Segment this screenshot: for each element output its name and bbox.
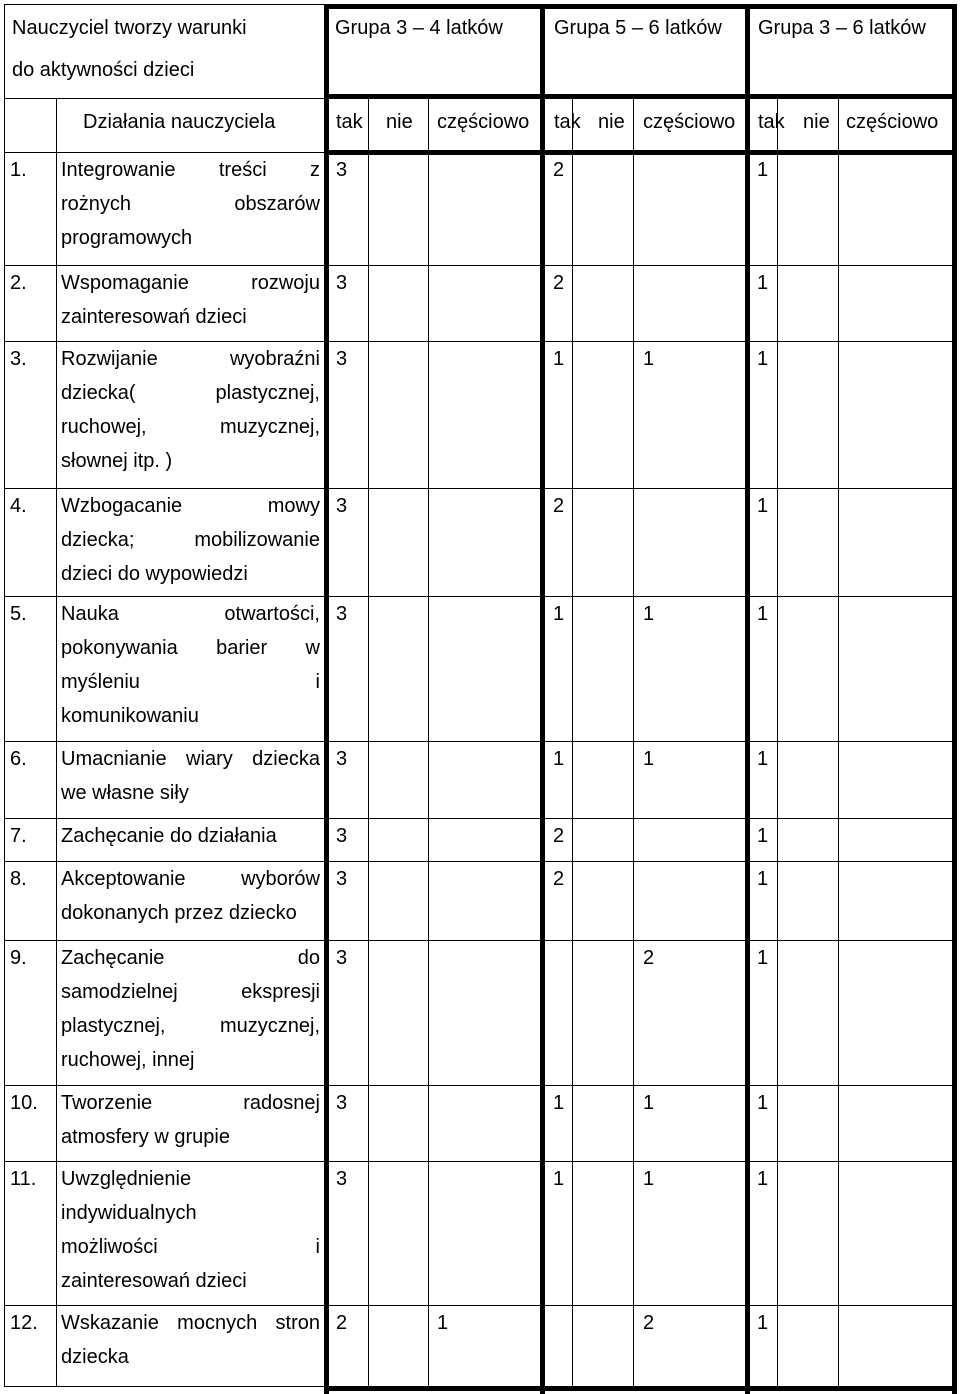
row-action-text: we własne siły (61, 782, 189, 804)
row-action-text: Rozwijanie wyobraźni (61, 348, 320, 370)
row-action-text: dziecka (61, 1346, 129, 1368)
value-cell: 3 (336, 495, 348, 517)
row-action-text: Integrowanie treści z (61, 159, 320, 181)
row-action-text: atmosfery w grupie (61, 1126, 230, 1148)
row-action-text: dziecka; mobilizowanie (61, 529, 320, 551)
value-cell: 1 (757, 1092, 769, 1114)
answer-label: tak (554, 111, 581, 133)
row-action-text: Tworzenie radosnej (61, 1092, 320, 1114)
answer-label: częściowo (643, 111, 736, 133)
value-cell: 2 (553, 272, 565, 294)
row-action-text: dokonanych przez dziecko (61, 902, 297, 924)
row-rule (4, 488, 957, 489)
actions-heading: Działania nauczyciela (83, 111, 276, 133)
row-rule (4, 861, 957, 862)
row-action-text: ruchowej, muzycznej, (61, 416, 320, 438)
header-title: Nauczyciel tworzy warunki (12, 17, 247, 39)
answer-label: nie (803, 111, 830, 133)
value-cell: 1 (643, 348, 655, 370)
row-action-text: pokonywania barier w (61, 637, 320, 659)
answer-label: nie (386, 111, 413, 133)
row-number: 9. (10, 947, 27, 969)
row-action-text: Umacnianie wiary dziecka (61, 748, 320, 770)
answer-label: tak (758, 111, 785, 133)
row-action-text: indywidualnych (61, 1202, 197, 1224)
row-number: 6. (10, 748, 27, 770)
value-cell: 1 (757, 947, 769, 969)
row-rule (4, 1085, 957, 1086)
row-action-text: komunikowaniu (61, 705, 199, 727)
value-cell: 3 (336, 868, 348, 890)
column-rule (777, 98, 778, 1386)
row-action-text: dziecka( plastycznej, (61, 382, 320, 404)
subheader-rule (4, 152, 957, 153)
group-heading: Grupa 3 – 6 latków (758, 17, 926, 39)
row-number: 12. (10, 1312, 38, 1334)
row-rule (4, 265, 957, 266)
value-cell: 1 (553, 1092, 565, 1114)
value-cell: 1 (757, 272, 769, 294)
number-column-rule (56, 98, 57, 1386)
value-cell: 3 (336, 159, 348, 181)
row-action-text: Wskazanie mocnych stron (61, 1312, 320, 1334)
value-cell: 1 (757, 348, 769, 370)
row-action-text: słownej itp. ) (61, 450, 173, 472)
row-number: 5. (10, 603, 27, 625)
value-cell: 1 (643, 603, 655, 625)
row-rule (4, 1161, 957, 1162)
group-top-thick (324, 4, 957, 9)
row-rule (4, 818, 957, 819)
value-cell: 2 (553, 868, 565, 890)
value-cell: 3 (336, 825, 348, 847)
row-rule (4, 741, 957, 742)
value-cell: 1 (757, 748, 769, 770)
row-number: 1. (10, 159, 27, 181)
group-border-thick (745, 4, 750, 1394)
value-cell: 1 (553, 603, 565, 625)
row-action-text: dzieci do wypowiedzi (61, 563, 248, 585)
row-number: 7. (10, 825, 27, 847)
value-cell: 3 (336, 947, 348, 969)
value-cell: 1 (757, 1312, 769, 1334)
answer-label: częściowo (437, 111, 530, 133)
group-bottom-thick (324, 1386, 957, 1391)
value-cell: 2 (553, 159, 565, 181)
column-rule (428, 98, 429, 1386)
value-cell: 3 (336, 272, 348, 294)
row-action-text: zainteresowań dzieci (61, 306, 247, 328)
row-action-text: Uwzględnienie (61, 1168, 192, 1190)
value-cell: 3 (336, 748, 348, 770)
row-action-text: samodzielnej ekspresji (61, 981, 320, 1003)
row-action-text: myśleniu i (61, 671, 320, 693)
table-left-border (4, 4, 5, 1387)
row-action-text: Wzbogacanie mowy (61, 495, 320, 517)
value-cell: 1 (757, 603, 769, 625)
value-cell: 2 (553, 495, 565, 517)
row-action-text: możliwości i (61, 1236, 320, 1258)
row-number: 11. (10, 1168, 37, 1190)
value-cell: 1 (757, 825, 769, 847)
value-cell: 3 (336, 1168, 348, 1190)
value-cell: 1 (757, 159, 769, 181)
row-action-text: plastycznej, muzycznej, (61, 1015, 320, 1037)
row-number: 2. (10, 272, 27, 294)
header-rule (4, 98, 957, 99)
value-cell: 1 (757, 495, 769, 517)
row-rule (4, 940, 957, 941)
answer-label: nie (598, 111, 625, 133)
value-cell: 1 (757, 1168, 769, 1190)
row-action-text: Akceptowanie wyborów (61, 868, 320, 890)
row-action-text: programowych (61, 227, 193, 249)
row-rule (4, 341, 957, 342)
value-cell: 3 (336, 603, 348, 625)
value-cell: 2 (643, 1312, 655, 1334)
value-cell: 1 (643, 748, 655, 770)
column-rule (633, 98, 634, 1386)
row-action-text: Zachęcanie do (61, 947, 320, 969)
value-cell: 1 (553, 1168, 565, 1190)
value-cell: 2 (553, 825, 565, 847)
group-border-thick (540, 4, 545, 1394)
value-cell: 1 (643, 1092, 655, 1114)
header-title: do aktywności dzieci (12, 59, 195, 81)
row-number: 4. (10, 495, 27, 517)
row-action-text: ruchowej, innej (61, 1049, 195, 1071)
value-cell: 3 (336, 1092, 348, 1114)
row-rule (4, 596, 957, 597)
value-cell: 1 (437, 1312, 449, 1334)
value-cell: 2 (336, 1312, 348, 1334)
value-cell: 1 (757, 868, 769, 890)
answer-label: częściowo (846, 111, 939, 133)
column-rule (838, 98, 839, 1386)
column-rule (572, 98, 573, 1386)
row-action-text: zainteresowań dzieci (61, 1270, 247, 1292)
value-cell: 2 (643, 947, 655, 969)
answer-label: tak (336, 111, 363, 133)
row-number: 8. (10, 868, 27, 890)
row-number: 10. (10, 1092, 38, 1114)
value-cell: 1 (553, 348, 565, 370)
group-heading: Grupa 5 – 6 latków (554, 17, 722, 39)
group-border-thick (952, 4, 957, 1394)
value-cell: 3 (336, 348, 348, 370)
value-cell: 1 (553, 748, 565, 770)
row-action-text: Wspomaganie rozwoju (61, 272, 320, 294)
row-action-text: rożnych obszarów (61, 193, 320, 215)
column-rule (368, 98, 369, 1386)
value-cell: 1 (643, 1168, 655, 1190)
row-action-text: Nauka otwartości, (61, 603, 320, 625)
group-heading: Grupa 3 – 4 latków (335, 17, 503, 39)
row-action-text: Zachęcanie do działania (61, 825, 277, 847)
row-number: 3. (10, 348, 27, 370)
row-rule (4, 1305, 957, 1306)
group-border-thick (324, 4, 329, 1394)
